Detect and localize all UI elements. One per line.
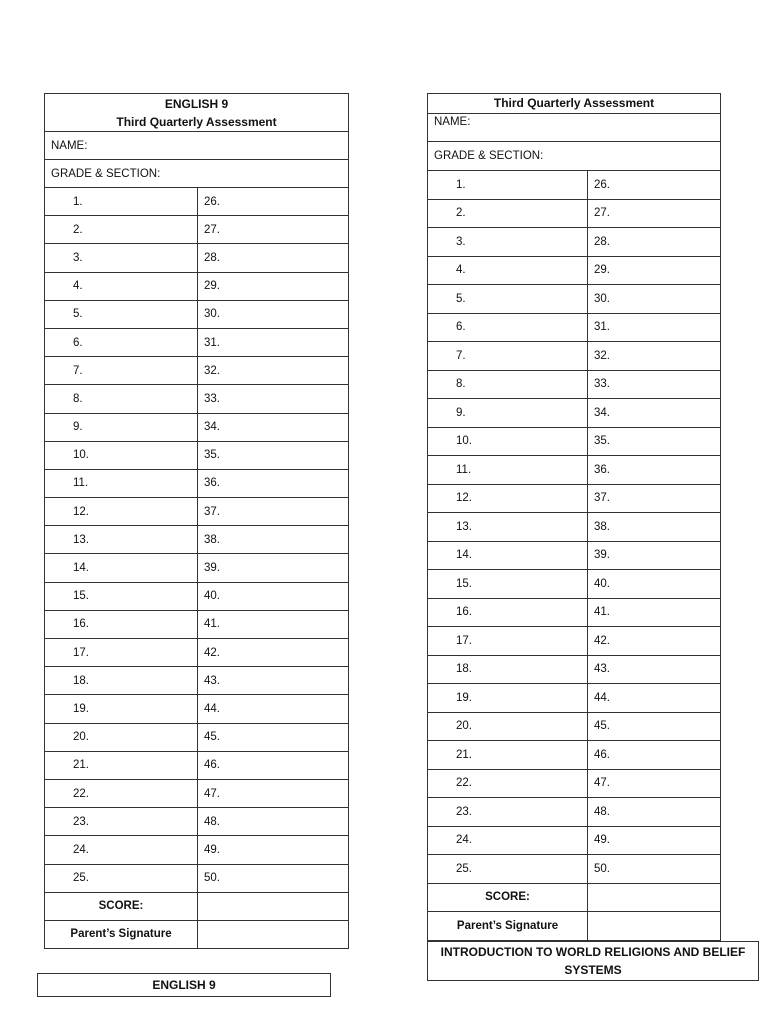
answer-number: 10.	[45, 442, 198, 470]
score-field[interactable]	[588, 884, 721, 913]
left-sheet-title: Third Quarterly Assessment	[116, 115, 277, 129]
answer-number: 35.	[588, 428, 721, 457]
left-answer-grid	[44, 187, 349, 949]
answer-number: 30.	[198, 301, 349, 329]
answer-number: 1.	[428, 171, 588, 200]
answer-number: 20.	[45, 724, 198, 752]
answer-number: 4.	[428, 257, 588, 286]
answer-number: 6.	[45, 329, 198, 357]
answer-number: 2.	[428, 200, 588, 229]
answer-number: 41.	[198, 611, 349, 639]
left-name-field[interactable]	[44, 131, 349, 160]
answer-number: 21.	[428, 741, 588, 770]
answer-number: 31.	[588, 314, 721, 343]
answer-number: 11.	[45, 470, 198, 498]
answer-number: 12.	[45, 498, 198, 526]
answer-number: 28.	[588, 228, 721, 257]
answer-number: 33.	[588, 371, 721, 400]
answer-number: 2.	[45, 216, 198, 244]
right-subject-text: INTRODUCTION TO WORLD RELIGIONS AND BELIEF SYSTEMS	[440, 945, 746, 977]
answer-number: 17.	[428, 627, 588, 656]
left-sheet-header	[44, 93, 349, 132]
answer-number: 15.	[428, 570, 588, 599]
parent-signature-label: Parent’s Signature	[45, 921, 198, 949]
answer-number: 48.	[588, 798, 721, 827]
answer-number: 33.	[198, 385, 349, 413]
answer-number: 9.	[45, 414, 198, 442]
answer-number: 16.	[428, 599, 588, 628]
right-name-field[interactable]	[427, 113, 721, 142]
answer-number: 34.	[198, 414, 349, 442]
score-field[interactable]	[198, 893, 349, 921]
answer-number: 8.	[45, 385, 198, 413]
answer-number: 3.	[45, 244, 198, 272]
right-grade-field[interactable]	[427, 141, 721, 171]
answer-number: 28.	[198, 244, 349, 272]
answer-number: 27.	[198, 216, 349, 244]
right-name-label: NAME:	[434, 116, 471, 128]
answer-number: 10.	[428, 428, 588, 457]
answer-number: 17.	[45, 639, 198, 667]
right-sheet-header	[427, 93, 721, 114]
parent-signature-field[interactable]	[588, 912, 721, 941]
answer-number: 4.	[45, 273, 198, 301]
answer-number: 14.	[45, 554, 198, 582]
answer-number: 6.	[428, 314, 588, 343]
answer-number: 5.	[45, 301, 198, 329]
answer-number: 43.	[198, 667, 349, 695]
answer-number: 49.	[198, 836, 349, 864]
answer-number: 32.	[588, 342, 721, 371]
answer-number: 40.	[198, 583, 349, 611]
answer-number: 35.	[198, 442, 349, 470]
answer-number: 20.	[428, 713, 588, 742]
answer-number: 34.	[588, 399, 721, 428]
answer-number: 37.	[588, 485, 721, 514]
answer-number: 18.	[45, 667, 198, 695]
answer-number: 12.	[428, 485, 588, 514]
next-sheet-subject: ENGLISH 9	[152, 978, 216, 992]
right-sheet-title: Third Quarterly Assessment	[493, 96, 655, 110]
answer-number: 50.	[588, 855, 721, 884]
answer-number: 19.	[428, 684, 588, 713]
answer-number: 11.	[428, 456, 588, 485]
answer-number: 48.	[198, 808, 349, 836]
next-sheet-header	[37, 973, 331, 997]
answer-number: 37.	[198, 498, 349, 526]
answer-number: 26.	[198, 188, 349, 216]
answer-number: 8.	[428, 371, 588, 400]
answer-number: 42.	[588, 627, 721, 656]
answer-number: 47.	[588, 770, 721, 799]
left-name-label: NAME:	[51, 139, 88, 152]
answer-number: 5.	[428, 285, 588, 314]
answer-number: 7.	[45, 357, 198, 385]
score-label: SCORE:	[45, 893, 198, 921]
answer-number: 16.	[45, 611, 198, 639]
answer-number: 30.	[588, 285, 721, 314]
answer-number: 15.	[45, 583, 198, 611]
answer-number: 7.	[428, 342, 588, 371]
right-subject-banner	[427, 941, 759, 981]
answer-number: 22.	[45, 780, 198, 808]
answer-number: 47.	[198, 780, 349, 808]
right-grade-label: GRADE & SECTION:	[434, 150, 544, 162]
answer-number: 38.	[198, 526, 349, 554]
answer-number: 18.	[428, 656, 588, 685]
answer-number: 26.	[588, 171, 721, 200]
answer-number: 23.	[428, 798, 588, 827]
answer-number: 43.	[588, 656, 721, 685]
answer-number: 45.	[588, 713, 721, 742]
answer-number: 44.	[588, 684, 721, 713]
right-answer-grid	[427, 170, 721, 941]
answer-number: 3.	[428, 228, 588, 257]
left-grade-label: GRADE & SECTION:	[51, 167, 161, 180]
answer-number: 31.	[198, 329, 349, 357]
answer-number: 38.	[588, 513, 721, 542]
answer-number: 27.	[588, 200, 721, 229]
answer-number: 44.	[198, 695, 349, 723]
answer-number: 50.	[198, 865, 349, 893]
score-label: SCORE:	[428, 884, 588, 913]
answer-number: 23.	[45, 808, 198, 836]
answer-number: 14.	[428, 542, 588, 571]
answer-number: 46.	[198, 752, 349, 780]
answer-number: 25.	[45, 865, 198, 893]
parent-signature-field[interactable]	[198, 921, 349, 949]
answer-number: 29.	[588, 257, 721, 286]
answer-number: 25.	[428, 855, 588, 884]
left-sheet-subject: ENGLISH 9	[164, 97, 229, 111]
parent-signature-label: Parent’s Signature	[428, 912, 588, 941]
answer-number: 36.	[588, 456, 721, 485]
answer-number: 21.	[45, 752, 198, 780]
answer-number: 39.	[198, 554, 349, 582]
answer-number: 13.	[45, 526, 198, 554]
answer-number: 36.	[198, 470, 349, 498]
answer-number: 32.	[198, 357, 349, 385]
answer-number: 45.	[198, 724, 349, 752]
left-grade-field[interactable]	[44, 159, 349, 188]
answer-number: 9.	[428, 399, 588, 428]
answer-number: 29.	[198, 273, 349, 301]
answer-number: 19.	[45, 695, 198, 723]
answer-number: 46.	[588, 741, 721, 770]
answer-number: 49.	[588, 827, 721, 856]
answer-number: 24.	[45, 836, 198, 864]
answer-number: 40.	[588, 570, 721, 599]
answer-number: 22.	[428, 770, 588, 799]
answer-number: 1.	[45, 188, 198, 216]
answer-number: 41.	[588, 599, 721, 628]
answer-number: 13.	[428, 513, 588, 542]
answer-number: 39.	[588, 542, 721, 571]
answer-number: 42.	[198, 639, 349, 667]
answer-number: 24.	[428, 827, 588, 856]
